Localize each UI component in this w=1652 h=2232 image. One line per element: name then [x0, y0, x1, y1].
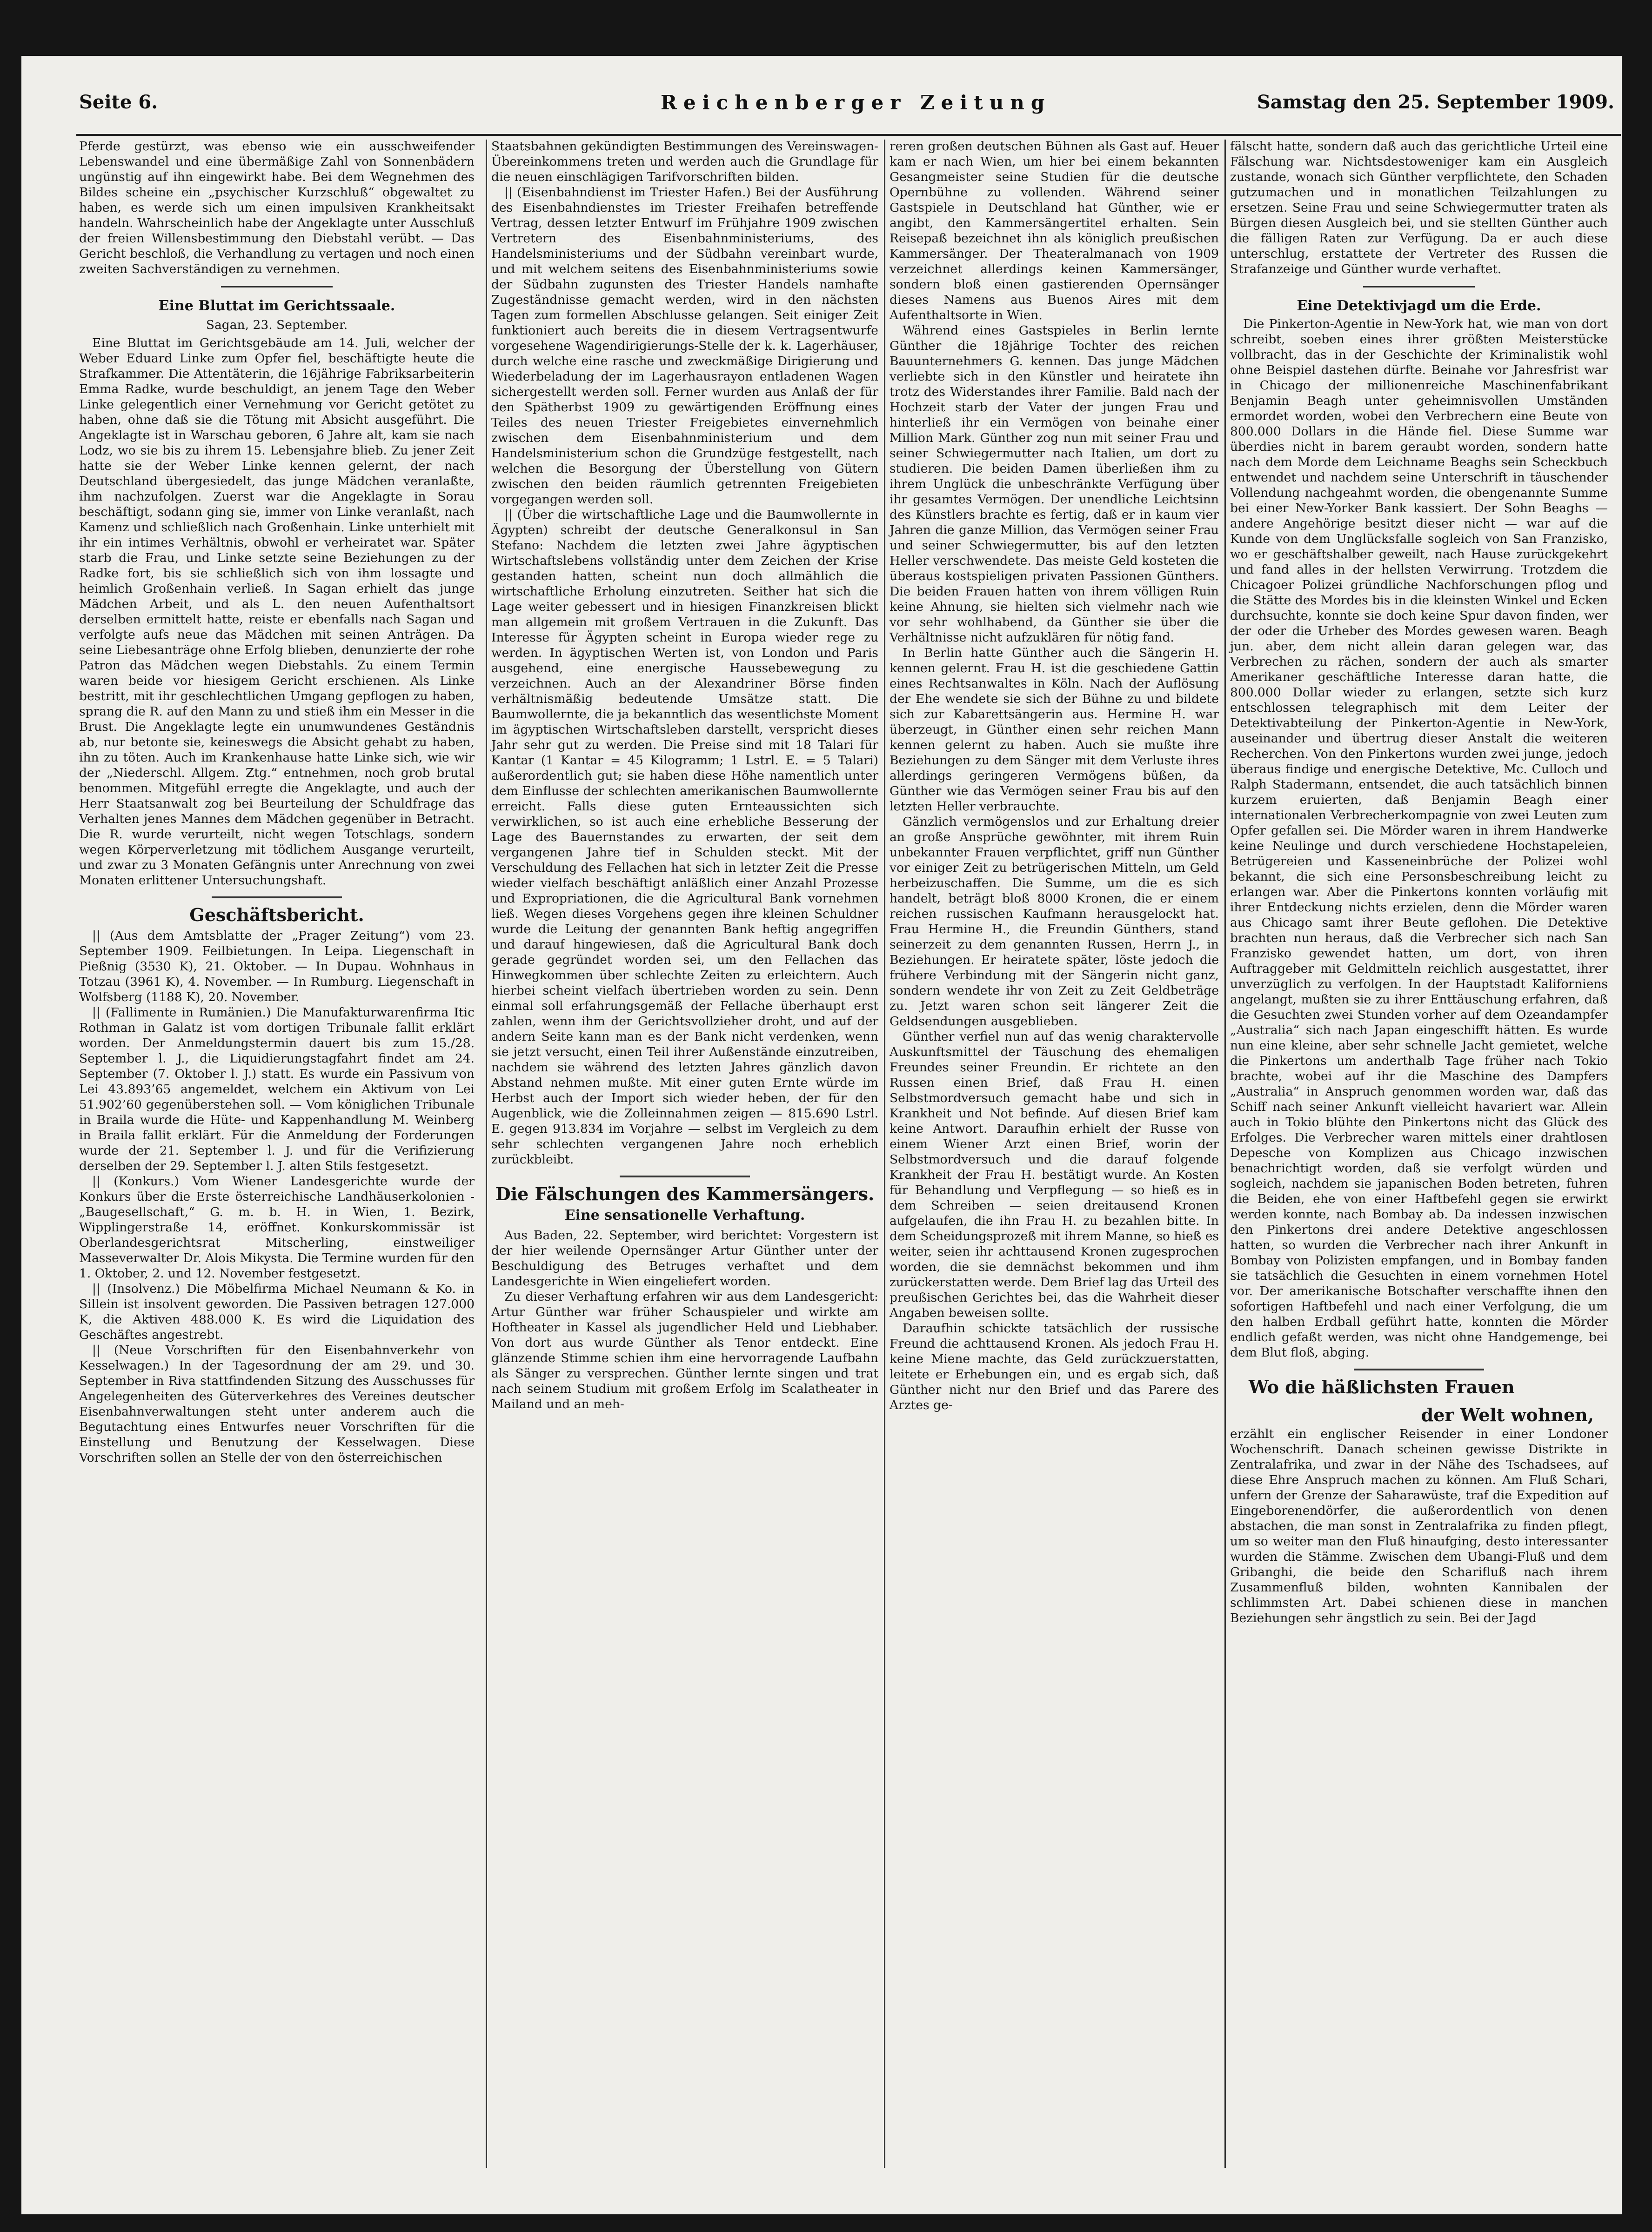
newspaper-title: Reichenberger Zeitung [661, 91, 1051, 114]
article-text: Aus Baden, 22. September, wird berichtet: Vorgestern ist der hier weilende Opernsänger Artur Günther unter der Beschuldigung des Betruges verhaftet und dem Landesgerichte in Wien eingeliefert worden. [491, 1228, 878, 1289]
article-subheading: Eine sensationelle Verhaftung. [564, 1207, 805, 1223]
article-text: reren großen deutschen Bühnen als Gast auf. Heuer kam er nach Wien, um hier bei einem bekannten Gesangmeister seine Studien für die deutsche Opernbühne zu vollenden. Während seiner Gastspiele in Deutschland hat Günther, wie er angibt, den Kammersängertitel erhalten. Sein Reisepaß bezeichnet ihn als königlich preußischen Kammersänger. Der Theateralmanach von 1909 verzeichnet allerdings keinen Kammersänger, sondern bloß einen gastierenden Opernsänger dieses Namens aus Buenos Aires mit dem Aufenthaltsorte in Wien. [890, 139, 1219, 322]
separator-rule [212, 896, 342, 898]
article-text: In Berlin hatte Günther auch die Sängerin H. kennen gelernt. Frau H. ist die geschiedene Gattin eines Rechtsanwaltes in Köln. Nach der Auflösung der Ehe wendete sie sich der Bühne zu und bildete sich zur Kabarettsängerin aus. Hermine H. war überzeugt, in Günther einen sehr reichen Mann kennen gelernt zu haben. Auch sie mußte ihre Beziehungen zu dem Sänger mit dem Verluste ihres allerdings geringeren Vermögens büßen, da Günther wie das Vermögen seiner Frau bis auf den letzten Heller verbrauchte. [890, 646, 1219, 814]
article-heading: Die Fälschungen des Kammersängers. [495, 1183, 875, 1204]
page-header [79, 91, 1614, 133]
page-number: Seite 6. [79, 91, 158, 113]
separator-rule [221, 286, 333, 287]
column-divider [884, 140, 885, 2168]
newspaper-page [21, 56, 1622, 2214]
column-divider [486, 140, 487, 2168]
article-heading-line-2: der Welt wohnen, [1421, 1404, 1594, 1425]
article-text: fälscht hatte, sondern daß auch das gerichtliche Urteil eine Fälschung war. Nichtsdestoweniger kam ein Ausgleich zustande, wonach sich Günther verpflichtete, den Schaden gutzumachen und in monatlichen Teilzahlungen zu ersetzen. Seine Frau und seine Schwiegermutter traten als Bürgen diesen Ausgleich bei, und sie stellten Günther auch die fälligen Raten zur Verfügung. Da er auch diese unterschlug, erstattete der Vertreter des Russen die Strafanzeige und Günther wurde verhaftet. [1230, 139, 1608, 276]
article-text: Günther verfiel nun auf das wenig charaktervolle Auskunftsmittel der Täuschung des ehemaligen Freundes seiner Freundin. Er richtete an den Russen einen Brief, daß Frau H. einen Selbstmordversuch gemacht habe und sich in Krankheit und Not befinde. Auf diesen Brief kam keine Antwort. Daraufhin erhielt der Russe von einem Wiener Arzt einen Brief, worin der Selbstmordversuch und die darauf folgende Krankheit der Frau H. bestätigt wurde. An Kosten für Behandlung und Verpflegung — so hieß es in dem Schreiben — seien dreitausend Kronen aufgelaufen, die ihn Frau H. zu bezahlen bitte. In dem Scheidungsprozeß mit ihrem Manne, so hieß es weiter, seien ihr achttausend Kronen zugesprochen worden, die sie demnächst bekommen und ihm zurückerstatten werde. Dem Brief lag das Urteil des preußischen Gerichtes bei, das die Wahrheit dieser Angaben beweisen sollte. [890, 1029, 1219, 1320]
article-text: || (Neue Vorschriften für den Eisenbahnverkehr von Kesselwagen.) In der Tagesordnung der am 29. und 30. September in Riva stattfindenden Sitzung des Ausschusses für Angelegenheiten des Güterverkehres des Vereines deutscher Eisenbahnverwaltungen steht unter anderem auch die Begutachtung eines Entwurfes neuer Vorschriften für die Einstellung und Benutzung der Kesselwagen. Diese Vorschriften sollen an Stelle der von den österreichischen [79, 1343, 475, 1465]
article-text: || (Über die wirtschaftliche Lage und die Baumwollernte in Ägypten) schreibt der deutsche Generalkonsul in San Stefano: Nachdem die letzten zwei Jahre ägyptischen Wirtschaftslebens vollständig unter dem Zeichen der Krise gestanden hatten, scheint nun doch allmählich die wirtschaftliche Erholung einzutreten. Seither hat sich die Lage weiter gebessert und in hiesigen Finanzkreisen blickt man allgemein mit großem Vertrauen in die Zukunft. Das Interesse für Ägypten scheint in Europa wieder rege zu werden. In ägyptischen Werten ist, von London und Paris ausgehend, eine energische Haussebewegung zu verzeichnen. Auch an der Alexandriner Börse finden verhältnismäßig bedeutende Umsätze statt. Die Baumwollernte, die ja bekanntlich das wesentlichste Moment im ägyptischen Wirtschaftsleben darstellt, verspricht dieses Jahr sehr gut zu werden. Die Preise sind mit 18 Talari für Kantar (1 Kantar = 45 Kilogramm; 1 Lstrl. E. = 5 Talari) außerordentlich gut; sie haben diese Höhe namentlich unter dem Einflusse der schlechten amerikanischen Baumwollernte erreicht. Falls diese guten Ernteaussichten sich verwirklichen, so ist auch eine erhebliche Besserung der Lage des Bauernstandes zu erwarten, der seit dem vergangenen Jahre tief in Schulden steckt. Mit der Verschuldung des Fellachen hat sich in letzter Zeit die Presse wieder vielfach beschäftigt anläßlich einer Anzahl Prozesse und Expropriationen, die die Agricultural Bank vornehmen ließ. Wegen dieses Vorgehens gegen ihre kleinen Schuldner wurde die Leitung der genannten Bank heftig angegriffen und darauf hingewiesen, daß die Agricultural Bank doch gerade gegründet worden sei, um den Fellachen das Hinwegkommen über schlechte Zeiten zu erleichtern. Auch hierbei scheint vielfach übertrieben worden zu sein. Denn einmal soll erfahrungsgemäß der Fellache überhaupt erst zahlen, wenn ihm der Gerichtsvollzieher droht, und auf der andern Seite kann man es der Bank nicht verdenken, wenn sie jetzt versucht, einen Teil ihrer Außenstände einzutreiben, nachdem sie während des letzten Jahres gänzlich davon Abstand nehmen mußte. Mit einer guten Ernte würde im Herbst auch der Import sich wieder heben, der für den Augenblick, wie die Zolleinnahmen zeigen — 815.690 Lstrl. E. gegen 913.834 im Vorjahre — selbst im Vergleich zu dem sehr schlechten vergangenen Jahre noch erheblich zurückbleibt. [491, 508, 878, 1167]
separator-rule [1363, 286, 1475, 287]
dateline: Sagan, 23. September. [206, 318, 348, 332]
column-3 [890, 139, 1219, 1413]
header-rule [76, 134, 1621, 136]
article-text: Die Pinkerton-Agentie in New-York hat, wie man von dort schreibt, soeben eines ihrer größten Meisterstücke vollbracht, das in der Geschichte der Kriminalistik wohl ohne Beispiel dastehen dürfte. Beinahe vor Jahresfrist war in Chicago der millionenreiche Maschinenfabrikant Benjamin Beagh unter geheimnisvollen Umständen ermordet worden, wobei den Verbrechern eine Beute von 800.000 Dollars in die Hände fiel. Diese Summe war überdies nicht in barem geraubt worden, sondern hatte nach dem Morde dem Leichname Beaghs sein Scheckbuch entwendet und nachdem seine Unterschrift in täuschender Vollendung nachgeahmt worden, die obengenannte Summe bei einer New-Yorker Bank kassiert. Der Sohn Beaghs — andere Angehörige besitzt dieser nicht — war auf die Kunde von dem Unglücksfalle sogleich von San Franzisko, wo er geschäftshalber geweilt, nach Hause zurückgekehrt und fand alles in der hellsten Verwirrung. Trotzdem die Chicagoer Polizei gründliche Nachforschungen pflog und die Stätte des Mordes bis in die kleinsten Winkel und Ecken durchsuchte, konnte sie doch keine Spur davon finden, wer der oder die Urheber des Mordes gewesen waren. Beagh jun. aber, dem nicht allein daran gelegen war, das Verbrechen zu rächen, sondern der auch als smarter Amerikaner geschäftliche Interesse daran hatte, die 800.000 Dollar wieder zu erlangen, setzte sich kurz entschlossen telegraphisch mit dem Leiter der Detektivabteilung der Pinkerton-Agentie in New-York, auseinander und übertrug dieser Anstalt die weiteren Recherchen. Von den Pinkertons wurden zwei junge, jedoch überaus findige und energische Detektive, Mc. Culloch und Ralph Stadermann, entsendet, die auch tatsächlich binnen kurzem eruierten, daß Benjamin Beagh einer internationalen Verbrecherkompagnie von zwei Leuten zum Opfer gefallen sei. Die Mörder waren in ihrem Handwerke keine Neulinge und durch verschiedene Hochstapeleien, Betrügereien und Kasseneinbrüche der Polizei wohl bekannt, die sich eine Personsbeschreibung leicht zu erlangen war. Aber die Pinkertons konnten vorläufig mit ihrer Entdeckung nichts erzielen, denn die Mörder waren aus Chicago samt ihrer Beute geflohen. Die Detektive brachten nun heraus, daß die Verbrecher sich nach San Franzisko gewendet hatten, um dort, von ihren Auftraggeber mit Geldmitteln reichlich ausgestattet, ihrer unverzüglich zu verfolgen. In der Hauptstadt Kaliforniens angelangt, mußten sie zu ihrer Enttäuschung erfahren, daß die Gesuchten zwei Stunden vorher auf dem Ozeandampfer „Australia“ sich nach Japan eingeschifft hätten. Es wurde nun eine kleine, aber sehr schnelle Jacht gemietet, welche die Pinkertons um anderthalb Tage früher nach Tokio brachte, wobei auf ihr die Maschine des Dampfers „Australia“ in Anspruch genommen worden war, daß das Schiff nach seiner Ankunft vielleicht havariert war. Allein auch in Tokio blühte den Pinkertons nicht das Glück des Erfolges. Die Verbrecher waren mittels einer drahtlosen Depesche von Komplizen aus Chicago inzwischen benachrichtigt worden, daß sie verfolgt würden und sogleich, nachdem sie japanischen Boden betreten, fuhren die Beiden, ehe von einer Haftbefehl gegen sie erwirkt werden konnte, nach Bombay ab. Da indessen inzwischen den Pinkertons drei andere Detektive angeschlossen hatten, so wurden die Verbrecher nach ihrer Ankunft in Bombay von Polizisten empfangen, und in Bombay fanden sie tatsächlich die Gesuchten in einem vornehmen Hotel vor. Der amerikanische Botschafter verschaffte ihnen den sofortigen Haftbefehl und nach einer Verfolgung, die um den halben Erdball geführt hatte, konnten die Mörder endlich gefaßt werden, was nicht ohne Handgemenge, bei dem Blut floß, abging. [1230, 317, 1608, 1360]
article-heading: Eine Detektivjagd um die Erde. [1297, 298, 1541, 314]
issue-date: Samstag den 25. September 1909. [1257, 91, 1614, 113]
article-text: || (Fallimente in Rumänien.) Die Manufakturwarenfirma Itic Rothman in Galatz ist vom dortigen Tribunale fallit erklärt worden. Der Anmeldungstermin dauert bis zum 15./28. September l. J., die Liquidierungstagfahrt findet am 24. September (7. Oktober l. J.) statt. Es wurde ein Passivum von Lei 43.893’65 angemeldet, welchem ein Aktivum von Lei 51.902’60 gegenüberstehen soll. — Vom königlichen Tribunale in Braila wurde die Hüte- und Kappenhandlung M. Weinberg in Braila fallit erklärt. Für die Anmeldung der Forderungen wurde der 21. September l. J. und für die Verifizierung derselben der 29. September l. J. alten Stils festgesetzt. [79, 1005, 475, 1173]
article-text: Zu dieser Verhaftung erfahren wir aus dem Landesgericht: Artur Günther war früher Schauspieler und wirkte am Hoftheater in Kassel als jugendlicher Held und Liebhaber. Von dort aus wurde Günther als Tenor entdeckt. Eine glänzende Stimme schien ihm eine hervorragende Laufbahn als Sänger zu versprechen. Günther lernte singen und trat nach seinem Studium mit großem Erfolg im Scalatheater in Mailand und an meh- [491, 1290, 878, 1411]
separator-rule [620, 1176, 750, 1177]
article-text: Staatsbahnen gekündigten Bestimmungen des Vereinswagen-Übereinkommens treten und werden auch die Grundlage für die neuen einschlägigen Tarifvorschriften bilden. [491, 139, 878, 184]
column-1 [79, 139, 475, 1465]
article-text: || (Konkurs.) Vom Wiener Landesgerichte wurde der Konkurs über die Erste österreichische Landhäuserkolonien - „Baugesellschaft,“ G. m. b. H. in Wien, 1. Bezirk, Wipplingerstraße 14, eröffnet. Konkurskommissär ist Oberlandesgerichtsrat Mitscherling, einstweiliger Masseverwalter Dr. Alois Mikysta. Die Termine wurden für den 1. Oktober, 2. und 12. November festgesetzt. [79, 1174, 475, 1281]
article-heading: Eine Bluttat im Gerichtssaale. [158, 298, 395, 314]
column-divider [1224, 140, 1226, 2168]
column-4 [1230, 139, 1608, 1626]
article-text: || (Insolvenz.) Die Möbelfirma Michael Neumann & Ko. in Sillein ist insolvent geworden. Die Passiven betragen 127.000 K, die Aktiven 488.000 K. Es wird die Liquidation des Geschäftes angestrebt. [79, 1282, 475, 1342]
section-heading: Geschäftsbericht. [189, 904, 364, 925]
article-text: Eine Bluttat im Gerichtsgebäude am 14. Juli, welcher der Weber Eduard Linke zum Opfer fiel, beschäftigte heute die Strafkammer. Die Attentäterin, die 16jährige Fabriksarbeiterin Emma Radke, wurde beschuldigt, an jenem Tage den Weber Linke gelegentlich einer Vernehmung vor Gericht getötet zu haben, ohne daß sie die Tötung mit Absicht ausgeführt. Die Angeklagte ist in Warschau geboren, 6 Jahre alt, kam sie nach Lodz, wo sie bis zu ihrem 15. Lebensjahre blieb. Zu jener Zeit hatte sie der Weber Linke kennen gelernt, der nach Deutschland übergesiedelt, das junge Mädchen veranlaßte, ihm nachzufolgen. Zuerst war die Angeklagte in Sorau beschäftigt, sodann ging sie, immer von Linke veranlaßt, nach Kamenz und schließlich nach Großenhain. Linke unterhielt mit ihr ein intimes Verhältnis, obwohl er verheiratet war. Später starb die Frau, und Linke setzte seine Beziehungen zu der Radke fort, bis sie schließlich sich von ihm lossagte und heimlich Großenhain verließ. In Sagan erhielt das junge Mädchen Arbeit, und als L. den neuen Aufenthaltsort derselben ermittelt hatte, reiste er ebenfalls nach Sagan und verfolgte aufs neue das Mädchen mit seinen Anträgen. Da seine Liebesanträge ohne Erfolg blieben, denunzierte der rohe Patron das Mädchen wegen Diebstahls. Zu einem Termin waren beide vor hiesigem Gericht erschienen. Als Linke bestritt, mit ihr geschlechtlichen Umgang gepflogen zu haben, sprang die R. auf den Mann zu und stieß ihm ein Messer in die Brust. Die Angeklagte legte ein unumwundenes Geständnis ab, nur betonte sie, keineswegs die Absicht gehabt zu haben, ihn zu töten. Auch im Krankenhause hatte Linke sich, wie wir der „Niederschl. Allgem. Ztg.“ entnehmen, noch grob brutal benommen. Mitgefühl erregte die Angeklagte, und auch der Herr Staatsanwalt zog bei Beurteilung der Schuldfrage das Verhalten jenes Mannes dem Mädchen gegenüber in Betracht. Die R. wurde verurteilt, nicht wegen Totschlags, sondern wegen Körperverletzung mit tödlichem Ausgange verurteilt, und zwar zu 3 Monaten Gefängnis unter Anrechnung von zwei Monaten erlittener Untersuchungshaft. [79, 336, 475, 888]
separator-rule [1354, 1369, 1484, 1370]
article-heading: Wo die häßlichsten Frauen [1249, 1377, 1515, 1397]
article-text: Pferde gestürzt, was ebenso wie ein ausschweifender Lebenswandel und eine übermäßige Zahl von Sonnenbädern ungünstig auf ihn eingewirkt habe. Bei dem Wegnehmen des Bildes scheine ein „psychischer Kurzschluß“ obgewaltet zu haben, es werde sich um einen impulsiven Krankheitsakt handeln. Wahrscheinlich habe der Angeklagte unter Ausschluß der freien Willensbestimmung den Diebstahl verübt. — Das Gericht beschloß, die Verhandlung zu vertagen und noch einen zweiten Sachverständigen zu vernehmen. [79, 139, 475, 276]
article-text: Während eines Gastspieles in Berlin lernte Günther die 18jährige Tochter des reichen Bauunternehmers G. kennen. Das junge Mädchen verliebte sich in den Künstler und heiratete ihn trotz des Widerstandes ihrer Familie. Bald nach der Hochzeit starb der Vater der jungen Frau und hinterließ ihr ein Vermögen von beinahe einer Million Mark. Günther zog nun mit seiner Frau und seiner Schwiegermutter nach Italien, um dort zu studieren. Die beiden Damen überließen ihm zu ihrem Unglück die unbeschränkte Verfügung über ihr gesamtes Vermögen. Der unendliche Leichtsinn des Künstlers brachte es fertig, daß er in kaum vier Jahren die ganze Million, das Vermögen seiner Frau und seiner Schwiegermutter, bis auf den letzten Heller verschwendete. Das meiste Geld kosteten die überaus kostspieligen privaten Passionen Günthers. Die beiden Frauen hatten von ihrem völligen Ruin keine Ahnung, sie hielten sich vielmehr nach wie vor sehr wohlhabend, da Günther sie über die Verhältnisse nicht aufzuklären für nötig fand. [890, 323, 1219, 645]
article-text: Gänzlich vermögenslos und zur Erhaltung dreier an große Ansprüche gewöhnter, mit ihrem Ruin unbekannter Frauen verpflichtet, griff nun Günther vor einiger Zeit zu betrügerischen Mitteln, um Geld herbeizuschaffen. Die Summe, um die es sich handelt, beträgt bloß 8000 Kronen, die er einem reichen russischen Kaufmann herausgelockt hat. Frau Hermine H., die Freundin Günthers, stand seinerzeit zu dem genannten Russen, Herrn J., in Beziehungen. Er heiratete später, löste jedoch die frühere Verbindung mit der Sängerin nicht ganz, sondern wendete ihr von Zeit zu Zeit Geldbeträge zu. Jetzt waren schon seit längerer Zeit die Geldsendungen ausgeblieben. [890, 815, 1219, 1029]
article-text: || (Eisenbahndienst im Triester Hafen.) Bei der Ausführung des Eisenbahndienstes im Triester Freihafen betreffende Vertrag, dessen letzter Entwurf im Frühjahre 1909 zwischen Vertretern des Eisenbahnministeriums, des Handelsministeriums und der Südbahn vereinbart wurde, und mit welchem seitens des Eisenbahnministeriums sowie der Südbahn zugunsten des Triester Handels namhafte Zugeständnisse gemacht werden, wird in den nächsten Tagen zum formellen Abschlusse gelangen. Seit einiger Zeit funktioniert auch bereits die in diesem Vertragsentwurfe vorgesehene Wagendirigierungs-Stelle der k. k. Lagerhäuser, durch welche eine rasche und zweckmäßige Dirigierung und Wiederbeladung der im Lagerhausrayon entladenen Wagen sichergestellt werden soll. Ferner wurden aus Anlaß der für den Spätherbst 1909 zu gewärtigenden Eröffnung eines Teiles des neuen Triester Freigebietes einvernehmlich zwischen dem Eisenbahnministerium und dem Handelsministerium schon die Grundzüge festgestellt, nach welchen die Besorgung der Überstellung von Gütern zwischen den beiden räumlich getrennten Freigebieten vorgegangen werden soll. [491, 185, 878, 507]
article-text: erzählt ein englischer Reisender in einer Londoner Wochenschrift. Danach scheinen gewisse Distrikte in Zentralafrika, und zwar in der Nähe des Tschadsees, auf diese Ehre Anspruch machen zu können. Am Fluß Schari, unfern der Grenze der Saharawüste, traf die Expedition auf Eingeborenendörfer, die außerordentlich von denen abstachen, die man sonst in Zentralafrika zu finden pflegt, um so weiter man den Fluß hinaufging, desto interessanter wurden die Stämme. Zwischen dem Ubangi-Fluß und dem Gribanghi, die beide den Scharifluß nach ihrem Zusammenfluß bilden, wohnten Kannibalen der schlimmsten Art. Dabei schienen diese in manchen Beziehungen sehr ängstlich zu sein. Bei der Jagd [1230, 1427, 1608, 1625]
article-text: Daraufhin schickte tatsächlich der russische Freund die achttausend Kronen. Als jedoch Frau H. keine Miene machte, das Geld zurückzuerstatten, leitete er Erhebungen ein, und es ergab sich, daß Günther nicht nur den Brief und das Parere des Arztes ge- [890, 1321, 1219, 1412]
article-text: || (Aus dem Amtsblatte der „Prager Zeitung“) vom 23. September 1909. Feilbietungen. In Leipa. Liegenschaft in Pießnig (3530 K), 21. Oktober. — In Dupau. Wohnhaus in Totzau (3961 K), 4. November. — In Rumburg. Liegenschaft in Wolfsberg (1188 K), 20. November. [79, 929, 475, 1004]
column-2 [491, 139, 878, 1412]
